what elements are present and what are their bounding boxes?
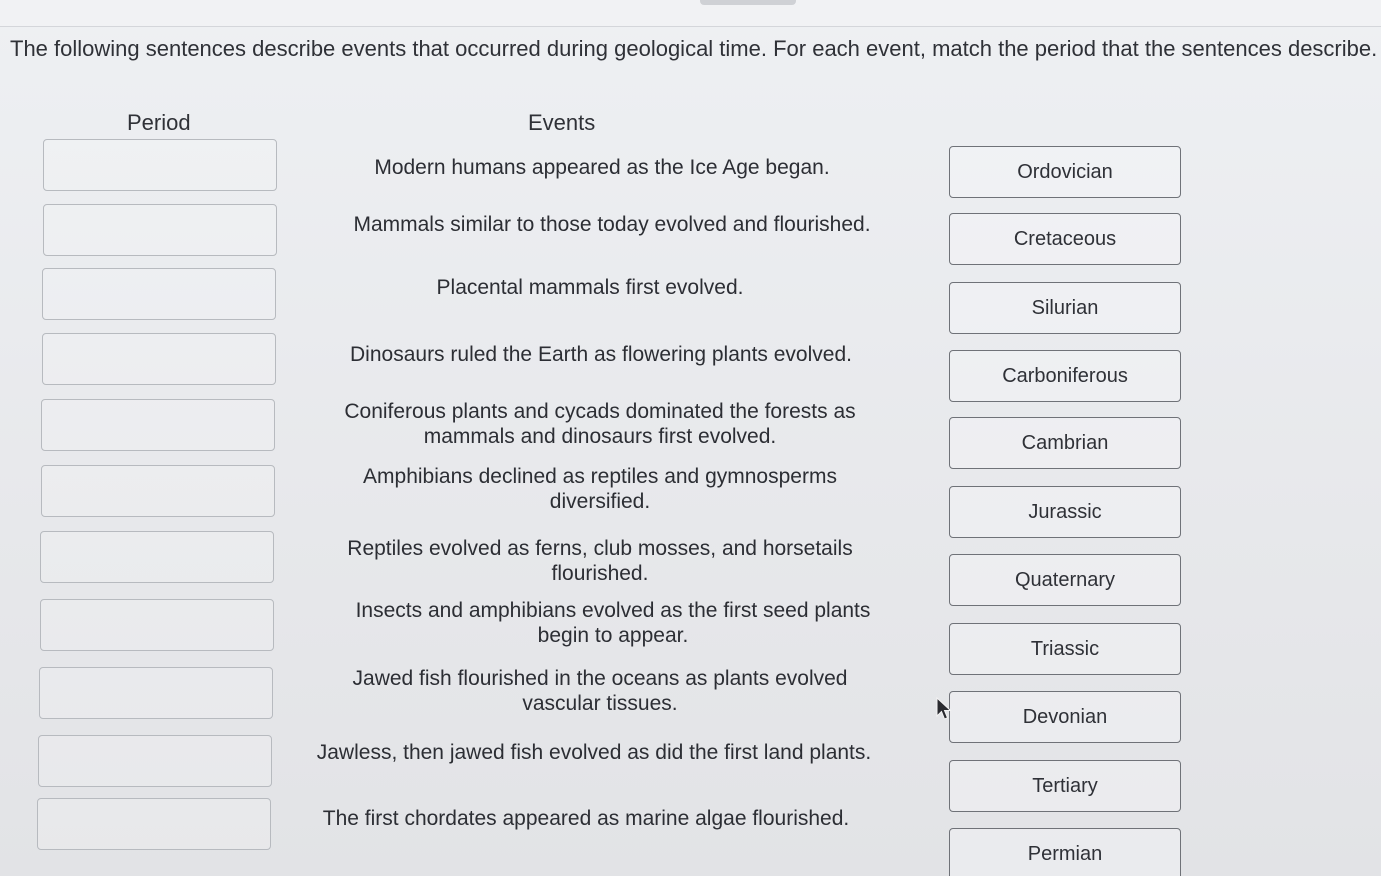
event-item-10: [284, 740, 904, 765]
period-drop-box-6[interactable]: [41, 465, 275, 517]
event-text: Dinosaurs ruled the Earth as flowering plants evolved.: [350, 343, 852, 366]
event-item-9: [298, 666, 902, 716]
period-drop-box-4[interactable]: [42, 333, 276, 385]
option-tertiary[interactable]: Tertiary: [949, 760, 1181, 812]
period-drop-box-7[interactable]: [40, 531, 274, 583]
event-text-line-1: Coniferous plants and cycads dominated the forests as: [344, 400, 856, 423]
event-item-1: [300, 155, 904, 180]
option-jurassic[interactable]: Jurassic: [949, 486, 1181, 538]
period-column-header: Period: [127, 110, 191, 135]
event-text-line-2: flourished.: [551, 562, 649, 585]
period-drop-box-10[interactable]: [38, 735, 272, 787]
option-triassic[interactable]: Triassic: [949, 623, 1181, 675]
event-item-6: [298, 464, 902, 514]
event-text-line-2: diversified.: [549, 490, 651, 513]
top-toolbar-strip: [0, 0, 1381, 27]
option-silurian[interactable]: Silurian: [949, 282, 1181, 334]
event-item-8: [311, 598, 915, 648]
top-tab-indicator: [700, 0, 796, 5]
event-text-line-1: Insects and amphibians evolved as the first seed plants: [355, 599, 871, 622]
option-devonian[interactable]: Devonian: [949, 691, 1181, 743]
option-permian[interactable]: Permian: [949, 828, 1181, 876]
period-drop-box-5[interactable]: [41, 399, 275, 451]
option-cretaceous[interactable]: Cretaceous: [949, 213, 1181, 265]
event-text: Placental mammals first evolved.: [436, 276, 744, 299]
period-drop-box-9[interactable]: [39, 667, 273, 719]
mouse-pointer-icon: [936, 697, 952, 721]
option-carboniferous[interactable]: Carboniferous: [949, 350, 1181, 402]
option-quaternary[interactable]: Quaternary: [949, 554, 1181, 606]
event-item-2: [310, 212, 914, 237]
event-item-7: [298, 536, 902, 586]
period-drop-box-3[interactable]: [42, 268, 276, 320]
event-text-line-1: Jawed fish flourished in the oceans as plants evolved: [352, 667, 848, 690]
event-text-line-2: begin to appear.: [537, 624, 689, 647]
period-drop-box-1[interactable]: [43, 139, 277, 191]
event-item-4: [299, 342, 903, 367]
option-ordovician[interactable]: Ordovician: [949, 146, 1181, 198]
question-prompt: The following sentences describe events that occurred during geological time. For each event, match the period that the sentences describe.: [10, 36, 1378, 61]
event-text-line-2: vascular tissues.: [522, 692, 678, 715]
event-text: Modern humans appeared as the Ice Age began.: [374, 156, 830, 179]
period-drop-box-2[interactable]: [43, 204, 277, 256]
events-column-header: Events: [528, 110, 596, 135]
event-text: The first chordates appeared as marine algae flourished.: [322, 807, 850, 830]
event-text-line-1: Reptiles evolved as ferns, club mosses, and horsetails: [347, 537, 853, 560]
option-cambrian[interactable]: Cambrian: [949, 417, 1181, 469]
event-text-line-1: Amphibians declined as reptiles and gymnosperms: [363, 465, 837, 488]
period-drop-box-11[interactable]: [37, 798, 271, 850]
event-item-5: [298, 399, 902, 449]
event-item-3: [288, 275, 892, 300]
event-text: Mammals similar to those today evolved and flourished.: [353, 213, 871, 236]
period-drop-box-8[interactable]: [40, 599, 274, 651]
event-text-line-2: mammals and dinosaurs first evolved.: [423, 425, 777, 448]
event-text: Jawless, then jawed fish evolved as did the first land plants.: [316, 741, 872, 764]
event-item-11: [284, 806, 888, 831]
